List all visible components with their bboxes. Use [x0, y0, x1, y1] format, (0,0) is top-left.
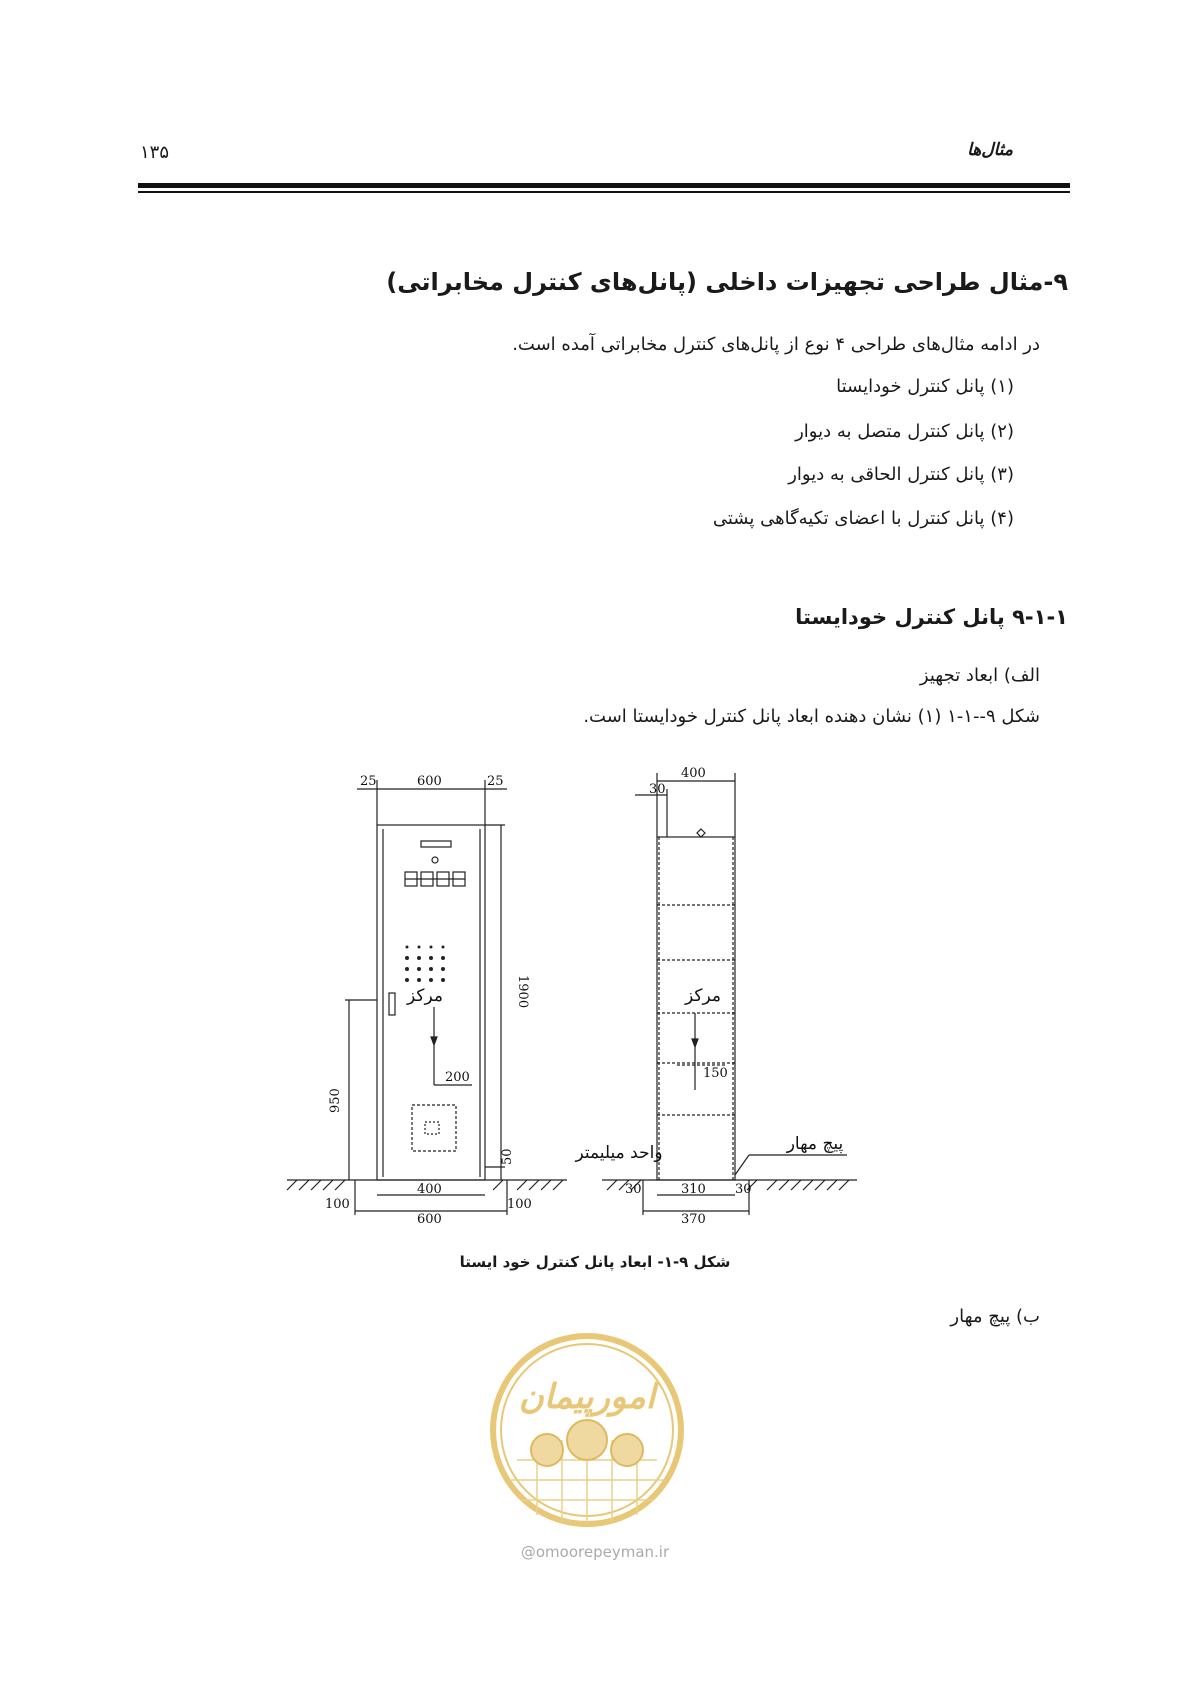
dim-front-bottom-left: 100	[325, 1197, 350, 1212]
unit-label: واحد میلیمتر	[575, 1143, 663, 1163]
dim-front-base-gap: 50	[500, 1148, 515, 1165]
header-rule-thin	[138, 191, 1070, 193]
subsection-title: ۹-۱-۱ پانل کنترل خودایستا	[795, 605, 1068, 629]
front-dials	[405, 946, 445, 983]
dim-side-bottom-total: 370	[681, 1212, 706, 1227]
side-center-label: مرکز	[685, 986, 721, 1006]
dim-side-bottom-right: 30	[735, 1182, 752, 1197]
page-number: ۱۳۵	[140, 142, 170, 163]
chapter-title: مثال‌ها	[967, 140, 1013, 160]
dim-front-top-width: 600	[417, 774, 442, 789]
dim-side-bottom-left: 30	[625, 1182, 642, 1197]
figure-reference: شکل ۹--۱-۱ (۱) نشان دهنده ابعاد پانل کنترل خودایستا است.	[583, 706, 1040, 727]
dim-front-top-right: 25	[487, 774, 504, 789]
dim-front-top-left: 25	[360, 774, 377, 789]
header-rule-thick	[138, 183, 1070, 188]
dim-front-bottom-right: 100	[507, 1197, 532, 1212]
part-b-heading: ب) پیچ مهار	[950, 1306, 1040, 1327]
dim-front-center-height: 950	[328, 1088, 343, 1113]
dim-side-bottom-inner: 310	[681, 1182, 706, 1197]
dim-front-bottom-total: 600	[417, 1212, 442, 1227]
figure-caption: شکل ۹-۱- ابعاد پانل کنترل خود ایستا	[459, 1253, 731, 1271]
watermark-website: @omoorepeyman.ir	[520, 1543, 670, 1561]
dim-side-top-offset: 30	[649, 782, 666, 797]
dim-side-offset: 150	[703, 1066, 728, 1081]
front-center-label: مرکز	[407, 986, 443, 1006]
watermark-logo	[487, 1330, 687, 1530]
section-intro: در ادامه مثال‌های طراحی ۴ نوع از پانل‌های کنترل مخابراتی آمده است.	[512, 334, 1040, 355]
dim-front-height: 1900	[515, 975, 530, 1009]
section-title: ۹-مثال طراحی تجهیزات داخلی (پانل‌های کنترل مخابراتی)	[386, 268, 1068, 296]
dim-front-bottom-inner: 400	[417, 1182, 442, 1197]
list-item: (۲) پانل کنترل متصل به دیوار	[795, 421, 1014, 442]
part-a-heading: الف) ابعاد تجهیز	[919, 665, 1040, 686]
list-item: (۱) پانل کنترل خودایستا	[836, 376, 1014, 397]
list-item: (۳) پانل کنترل الحاقی به دیوار	[788, 464, 1014, 485]
anchor-bolt-label: پیچ مهار	[786, 1134, 844, 1154]
watermark-logo-text: امورپیمان	[518, 1377, 656, 1417]
dim-front-offset: 200	[445, 1070, 470, 1085]
dim-side-top-depth: 400	[681, 766, 706, 781]
panel-dimension-figure	[257, 745, 957, 1240]
list-item: (۴) پانل کنترل با اعضای تکیه‌گاهی پشتی	[712, 508, 1014, 529]
